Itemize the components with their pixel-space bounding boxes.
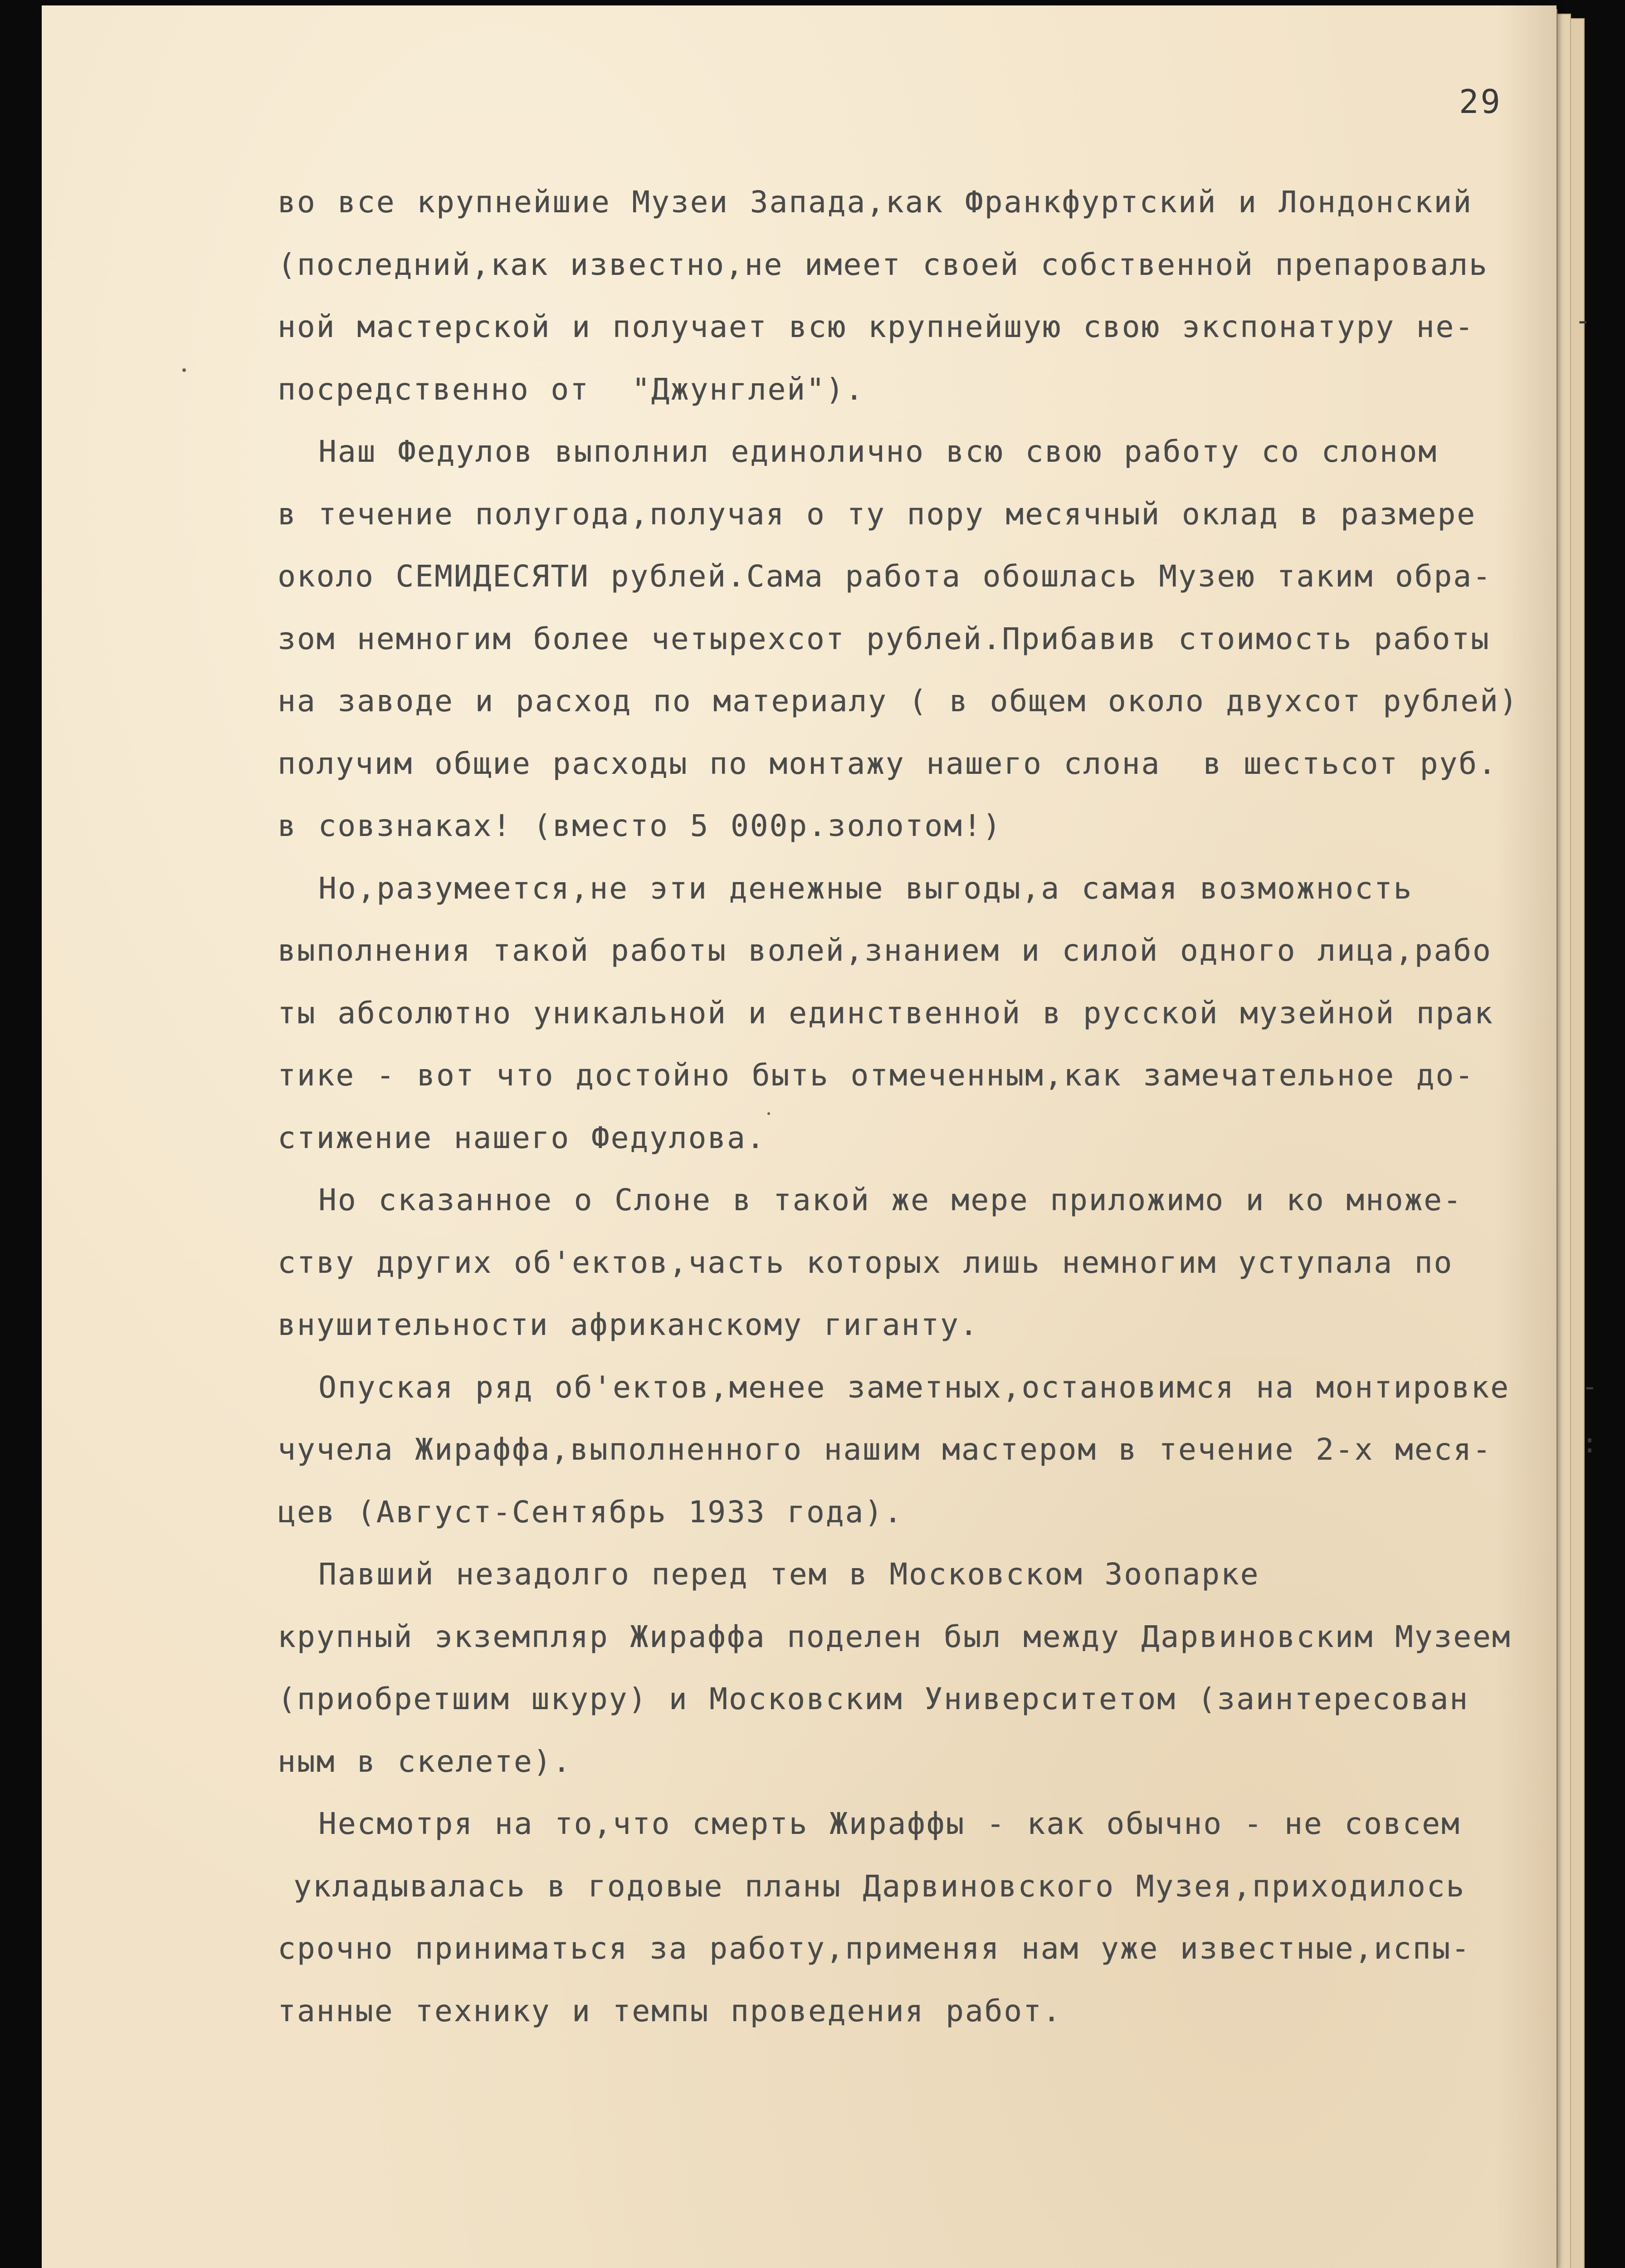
text-line: танные технику и темпы проведения работ. (278, 1993, 1062, 2028)
text-line: ной мастерской и получает всю крупнейшую свою экспонатуру не- (278, 309, 1474, 344)
text-line: посредственно от "Джунглей"). (278, 371, 865, 407)
text-line: срочно приниматься за работу,применяя нам уже известные,испы- (278, 1931, 1471, 1966)
text-line: в совзнаках! (вместо 5 000р.золотом!) (278, 808, 1002, 843)
margin-mark: - (1581, 1371, 1598, 1403)
text-line: Опуская ряд об'ектов,менее заметных,остановимся на монтировке (318, 1369, 1510, 1405)
typewritten-page (42, 5, 1598, 2268)
text-line: внушительности африканскому гиганту. (278, 1307, 979, 1342)
text-line: зом немногим более четырехсот рублей.Прибавив стоимость работы (278, 621, 1490, 656)
text-line: Но,разумеется,не эти денежные выгоды,а самая возможность (318, 870, 1413, 906)
text-line: стижение нашего Федулова. (278, 1120, 766, 1155)
text-line: тике - вот что достойно быть отмеченным,как замечательное до- (278, 1058, 1474, 1093)
text-line: около СЕМИДЕСЯТИ рублей.Сама работа обошлась Музею таким обра- (278, 559, 1492, 594)
text-line: выполнения такой работы волей,знанием и силой одного лица,рабо (278, 933, 1492, 968)
text-line: в течение полугода,получая о ту пору месячный оклад в размере (278, 496, 1476, 532)
text-line: крупный экземпляр Жираффа поделен был между Дарвиновским Музеем (278, 1619, 1512, 1654)
margin-mark: : (1581, 1427, 1598, 1459)
text-line: Наш Федулов выполнил единолично всю свою работу со слоном (318, 434, 1438, 469)
text-line: ты абсолютно уникальной и единственной в русской музейной прак (278, 995, 1494, 1031)
text-line: (приобретшим шкуру) и Московским Университетом (заинтересован (278, 1681, 1469, 1716)
text-line: во все крупнейшие Музеи Запада,как Франкфуртский и Лондонский (278, 185, 1473, 220)
text-line: (последний,как известно,не имеет своей собственной препароваль (278, 247, 1488, 282)
paper-speck (182, 368, 186, 372)
page-number: 29 (1459, 83, 1502, 121)
margin-mark: - (1575, 305, 1591, 337)
text-line: ным в скелете). (278, 1744, 572, 1779)
text-line: на заводе и расход по материалу ( в общем около двухсот рублей) (278, 684, 1519, 719)
text-line: ству других об'ектов,часть которых лишь немногим уступала по (278, 1245, 1454, 1280)
body-text (278, 171, 1584, 2042)
text-line: чучела Жираффа,выполненного нашим мастером в течение 2-х меся- (278, 1432, 1492, 1467)
text-line: Павший незадолго перед тем в Московском Зоопарке (318, 1557, 1260, 1592)
text-line: получим общие расходы по монтажу нашего слона в шестьсот руб. (278, 746, 1498, 781)
text-line: цев (Август-Сентябрь 1933 года). (278, 1494, 903, 1530)
text-line: Но сказанное о Слоне в такой же мере приложимо и ко множе- (318, 1183, 1463, 1217)
text-line: Несмотря на то,что смерть Жираффы - как обычно - не совсем (318, 1806, 1461, 1841)
text-line: укладывалась в годовые планы Дарвиновского Музея,приходилось (293, 1868, 1466, 1904)
